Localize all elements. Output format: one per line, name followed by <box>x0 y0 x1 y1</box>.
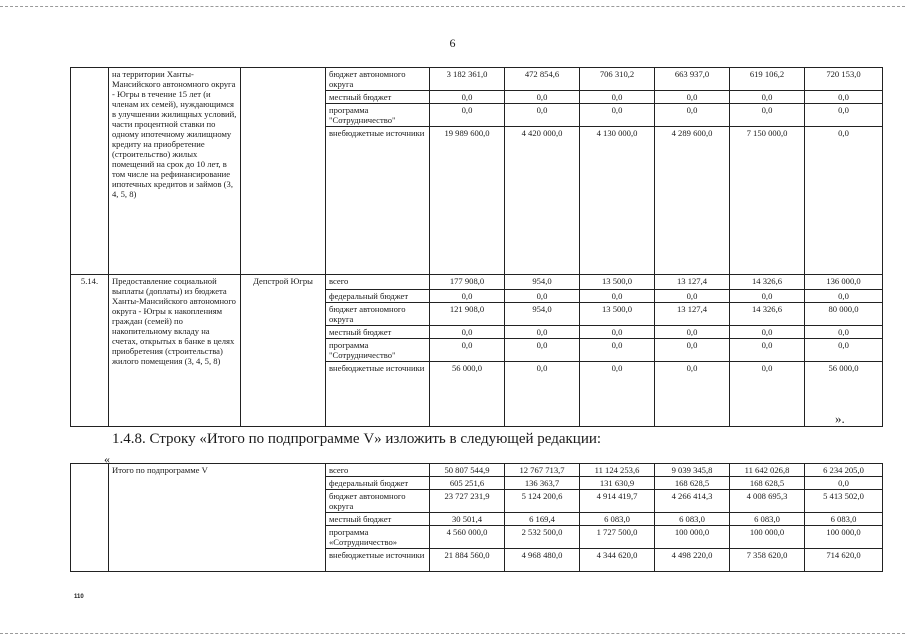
closing-quote: ». <box>835 411 845 426</box>
funding-value: 619 106,2 <box>730 68 805 91</box>
row-executor: Депстрой Югры <box>241 275 326 427</box>
funding-value: 11 124 253,6 <box>580 464 655 477</box>
funding-value: 4 008 695,3 <box>730 490 805 513</box>
funding-source-label: бюджет автономного округа <box>326 490 430 513</box>
funding-source-label: местный бюджет <box>326 91 430 104</box>
funding-value: 6 083,0 <box>655 513 730 526</box>
funding-value: 954,0 <box>505 303 580 326</box>
funding-value: 0,0 <box>805 127 883 275</box>
funding-value: 0,0 <box>580 362 655 427</box>
funding-value: 0,0 <box>655 104 730 127</box>
funding-value: 0,0 <box>655 339 730 362</box>
funding-value: 168 628,5 <box>730 477 805 490</box>
funding-source-label: федеральный бюджет <box>326 477 430 490</box>
funding-source-label: внебюджетные источники <box>326 362 430 427</box>
funding-value: 56 000,0 <box>430 362 505 427</box>
funding-value: 720 153,0 <box>805 68 883 91</box>
funding-value: 0,0 <box>805 477 883 490</box>
funding-value: 714 620,0 <box>805 549 883 572</box>
funding-value: 3 182 361,0 <box>430 68 505 91</box>
funding-value: 0,0 <box>505 339 580 362</box>
funding-value: 23 727 231,9 <box>430 490 505 513</box>
funding-value: 21 884 560,0 <box>430 549 505 572</box>
funding-value: 0,0 <box>730 91 805 104</box>
funding-value: 4 420 000,0 <box>505 127 580 275</box>
funding-value: 4 560 000,0 <box>430 526 505 549</box>
funding-value: 80 000,0 <box>805 303 883 326</box>
funding-source-label: местный бюджет <box>326 326 430 339</box>
section-heading: 1.4.8. Строку «Итого по подпрограмме V» изложить в следующей редакции: <box>112 431 602 447</box>
funding-value: 4 289 600,0 <box>655 127 730 275</box>
funding-value: 14 326,6 <box>730 303 805 326</box>
funding-value: 6 083,0 <box>730 513 805 526</box>
funding-source-label: местный бюджет <box>326 513 430 526</box>
funding-value: 56 000,0 <box>805 362 883 427</box>
funding-value: 472 854,6 <box>505 68 580 91</box>
funding-value: 0,0 <box>430 91 505 104</box>
funding-source-label: программа "Сотрудничество" <box>326 339 430 362</box>
funding-value: 0,0 <box>580 104 655 127</box>
funding-value: 0,0 <box>655 91 730 104</box>
funding-value: 706 310,2 <box>580 68 655 91</box>
funding-value: 0,0 <box>580 91 655 104</box>
total-title: Итого по подпрограмме V <box>109 464 326 572</box>
scan-bottom-edge <box>0 633 905 634</box>
funding-value: 4 498 220,0 <box>655 549 730 572</box>
total-blank-cell <box>71 464 109 572</box>
funding-value: 954,0 <box>505 275 580 290</box>
funding-value: 0,0 <box>730 326 805 339</box>
funding-value: 0,0 <box>805 326 883 339</box>
funding-value: 0,0 <box>655 290 730 303</box>
funding-value: 0,0 <box>805 91 883 104</box>
funding-value: 12 767 713,7 <box>505 464 580 477</box>
funding-value: 663 937,0 <box>655 68 730 91</box>
funding-value: 131 630,9 <box>580 477 655 490</box>
funding-value: 0,0 <box>430 326 505 339</box>
funding-value: 0,0 <box>505 104 580 127</box>
funding-source-label: бюджет автономного округа <box>326 303 430 326</box>
funding-source-label: всего <box>326 464 430 477</box>
program-table <box>70 67 883 427</box>
funding-value: 136 363,7 <box>505 477 580 490</box>
funding-value: 121 908,0 <box>430 303 505 326</box>
funding-value: 0,0 <box>655 362 730 427</box>
funding-value: 6 234 205,0 <box>805 464 883 477</box>
funding-value: 9 039 345,8 <box>655 464 730 477</box>
funding-value: 0,0 <box>580 290 655 303</box>
funding-value: 0,0 <box>505 290 580 303</box>
funding-source-label: внебюджетные источники <box>326 127 430 275</box>
funding-source-label: внебюджетные источники <box>326 549 430 572</box>
program-table-body <box>71 68 883 427</box>
funding-value: 30 501,4 <box>430 513 505 526</box>
funding-value: 0,0 <box>730 290 805 303</box>
funding-source-label: всего <box>326 275 430 290</box>
scan-top-edge <box>0 6 905 7</box>
funding-value: 0,0 <box>805 290 883 303</box>
footer-mark: 110 <box>74 594 84 600</box>
funding-value: 13 500,0 <box>580 303 655 326</box>
row-executor <box>241 68 326 275</box>
funding-value: 4 968 480,0 <box>505 549 580 572</box>
funding-value: 11 642 026,8 <box>730 464 805 477</box>
subprogram-total-table <box>70 463 883 572</box>
funding-value: 2 532 500,0 <box>505 526 580 549</box>
funding-value: 100 000,0 <box>805 526 883 549</box>
funding-value: 13 127,4 <box>655 303 730 326</box>
funding-value: 0,0 <box>730 362 805 427</box>
funding-value: 0,0 <box>430 339 505 362</box>
funding-value: 4 130 000,0 <box>580 127 655 275</box>
funding-value: 4 266 414,3 <box>655 490 730 513</box>
funding-value: 5 413 502,0 <box>805 490 883 513</box>
row-number <box>71 68 109 275</box>
funding-value: 0,0 <box>430 290 505 303</box>
funding-value: 7 150 000,0 <box>730 127 805 275</box>
funding-source-label: бюджет автономного округа <box>326 68 430 91</box>
funding-value: 0,0 <box>730 339 805 362</box>
row-number: 5.14. <box>71 275 109 427</box>
funding-value: 100 000,0 <box>730 526 805 549</box>
funding-value: 605 251,6 <box>430 477 505 490</box>
funding-value: 4 344 620,0 <box>580 549 655 572</box>
funding-value: 4 914 419,7 <box>580 490 655 513</box>
row-description: на территории Ханты-Мансийского автономного округа - Югры в течение 15 лет (и членам их семей), нуждающимся в улучшении жилищных условий, части процентной ставки по одному ипотечному жилищному кредиту на приобретение (строительство) жилых помещений на срок до 10 лет, в том числе на рефинансирование ипотечных кредитов и займов (3, 4, 5, 8) <box>109 68 241 275</box>
funding-value: 136 000,0 <box>805 275 883 290</box>
funding-value: 0,0 <box>505 326 580 339</box>
funding-value: 177 908,0 <box>430 275 505 290</box>
funding-source-label: программа "Сотрудничество" <box>326 104 430 127</box>
funding-value: 168 628,5 <box>655 477 730 490</box>
funding-value: 13 127,4 <box>655 275 730 290</box>
funding-value: 0,0 <box>655 326 730 339</box>
page-number: 6 <box>449 36 456 50</box>
funding-value: 0,0 <box>580 326 655 339</box>
funding-value: 0,0 <box>430 104 505 127</box>
funding-value: 0,0 <box>805 104 883 127</box>
funding-value: 1 727 500,0 <box>580 526 655 549</box>
funding-value: 13 500,0 <box>580 275 655 290</box>
funding-value: 0,0 <box>505 91 580 104</box>
funding-value: 5 124 200,6 <box>505 490 580 513</box>
funding-value: 6 083,0 <box>580 513 655 526</box>
subprogram-total-table-body <box>71 464 883 572</box>
funding-value: 50 807 544,9 <box>430 464 505 477</box>
funding-value: 14 326,6 <box>730 275 805 290</box>
opening-quote: « <box>104 452 110 466</box>
table-row <box>71 275 883 290</box>
funding-value: 0,0 <box>580 339 655 362</box>
funding-value: 6 169,4 <box>505 513 580 526</box>
funding-value: 0,0 <box>805 339 883 362</box>
funding-value: 6 083,0 <box>805 513 883 526</box>
funding-value: 100 000,0 <box>655 526 730 549</box>
funding-value: 19 989 600,0 <box>430 127 505 275</box>
table-row <box>71 464 883 477</box>
table-row <box>71 68 883 91</box>
funding-value: 7 358 620,0 <box>730 549 805 572</box>
funding-source-label: федеральный бюджет <box>326 290 430 303</box>
funding-value: 0,0 <box>730 104 805 127</box>
funding-value: 0,0 <box>505 362 580 427</box>
row-description: Предоставление социальной выплаты (доплаты) из бюджета Ханты-Мансийского автономного округа - Югры к накоплениям граждан (семей) по накопительному вкладу на счетах, открытых в банке в целях приобретения (строительства) жилого помещения (3, 4, 5, 8) <box>109 275 241 427</box>
funding-source-label: программа «Сотрудничество» <box>326 526 430 549</box>
